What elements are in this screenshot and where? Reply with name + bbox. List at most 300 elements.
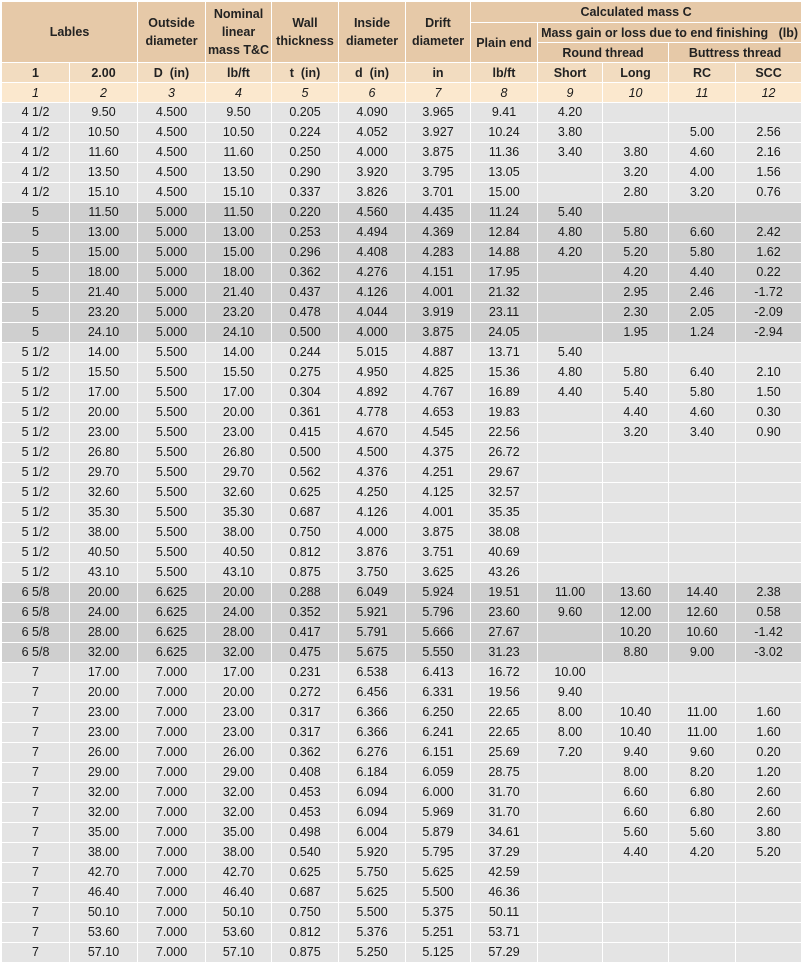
table-cell	[538, 643, 603, 663]
table-cell: 35.35	[471, 503, 538, 523]
table-cell	[538, 843, 603, 863]
table-cell: 5.500	[138, 383, 206, 403]
table-row	[2, 663, 802, 683]
table-cell: 6.366	[339, 723, 406, 743]
table-cell: 7.000	[138, 943, 206, 963]
table-cell: 11.50	[206, 203, 272, 223]
table-cell: 5	[2, 303, 70, 323]
table-cell: 5.000	[138, 243, 206, 263]
table-cell: 40.50	[206, 543, 272, 563]
table-row	[2, 903, 802, 923]
table-cell: 5.625	[406, 863, 471, 883]
table-cell: 5.666	[406, 623, 471, 643]
table-cell: 1.50	[736, 383, 802, 403]
table-cell	[603, 103, 669, 123]
table-cell	[669, 923, 736, 943]
table-cell: 2.60	[736, 803, 802, 823]
table-cell: 4.435	[406, 203, 471, 223]
table-cell: 1.24	[669, 323, 736, 343]
table-cell: 3.927	[406, 123, 471, 143]
table-cell: 3.20	[603, 163, 669, 183]
table-cell: 0.317	[272, 723, 339, 743]
table-cell: 4.825	[406, 363, 471, 383]
table-row	[2, 263, 802, 283]
calculated-mass-header: Calculated mass C	[471, 2, 802, 23]
column-number-cell: 6	[339, 83, 406, 103]
table-cell: 0.408	[272, 763, 339, 783]
table-cell: 0.296	[272, 243, 339, 263]
table-row	[2, 283, 802, 303]
table-cell: 19.56	[471, 683, 538, 703]
table-cell: 7.000	[138, 743, 206, 763]
table-cell: 4.044	[339, 303, 406, 323]
table-cell: 4.369	[406, 223, 471, 243]
table-cell	[736, 103, 802, 123]
table-cell	[736, 943, 802, 963]
column-number-cell: 7	[406, 83, 471, 103]
table-cell: 5.500	[138, 463, 206, 483]
table-cell: 2.05	[669, 303, 736, 323]
table-cell: 5.500	[138, 503, 206, 523]
table-row	[2, 383, 802, 403]
table-cell	[538, 423, 603, 443]
table-cell	[669, 483, 736, 503]
table-cell: 5.375	[406, 903, 471, 923]
table-cell: 5.500	[138, 343, 206, 363]
table-cell: 32.00	[70, 643, 138, 663]
table-cell	[669, 863, 736, 883]
table-cell: 6.413	[406, 663, 471, 683]
table-cell: 5 1/2	[2, 503, 70, 523]
table-cell: 22.65	[471, 723, 538, 743]
table-cell: 5.125	[406, 943, 471, 963]
table-cell: 14.40	[669, 583, 736, 603]
table-cell: 4.500	[138, 143, 206, 163]
table-cell: 31.23	[471, 643, 538, 663]
table-cell: 3.965	[406, 103, 471, 123]
table-cell: 50.10	[206, 903, 272, 923]
table-row	[2, 143, 802, 163]
table-cell: 5 1/2	[2, 383, 70, 403]
table-cell: 5.796	[406, 603, 471, 623]
table-row	[2, 343, 802, 363]
table-cell: 57.10	[70, 943, 138, 963]
table-cell: 0.750	[272, 903, 339, 923]
table-cell: 7	[2, 763, 70, 783]
table-cell: 1.20	[736, 763, 802, 783]
table-cell	[538, 443, 603, 463]
table-cell: 24.00	[206, 603, 272, 623]
table-cell: 14.00	[206, 343, 272, 363]
table-cell: 20.00	[206, 403, 272, 423]
table-cell: 0.417	[272, 623, 339, 643]
table-cell: 4.052	[339, 123, 406, 143]
table-cell: 4.545	[406, 423, 471, 443]
table-row	[2, 423, 802, 443]
table-cell: 5.500	[138, 543, 206, 563]
table-cell: 6.004	[339, 823, 406, 843]
table-cell: 3.795	[406, 163, 471, 183]
table-cell: 35.30	[206, 503, 272, 523]
table-cell: 46.40	[206, 883, 272, 903]
buttress-thread-header: Buttress thread	[669, 43, 802, 63]
table-cell: 23.00	[206, 703, 272, 723]
table-cell: 6.60	[603, 783, 669, 803]
table-cell: 4.408	[339, 243, 406, 263]
table-cell: 4.001	[406, 503, 471, 523]
table-cell: 46.36	[471, 883, 538, 903]
table-cell: 2.80	[603, 183, 669, 203]
table-cell: 10.50	[206, 123, 272, 143]
table-cell: 11.60	[70, 143, 138, 163]
table-row	[2, 363, 802, 383]
table-cell: 0.352	[272, 603, 339, 623]
table-cell: 53.60	[70, 923, 138, 943]
round-thread-header: Round thread	[538, 43, 669, 63]
table-row	[2, 583, 802, 603]
table-cell: 4.80	[538, 363, 603, 383]
table-cell: 0.540	[272, 843, 339, 863]
table-cell	[538, 283, 603, 303]
table-cell: 5 1/2	[2, 343, 70, 363]
table-cell: 31.70	[471, 783, 538, 803]
table-cell	[669, 883, 736, 903]
table-cell	[538, 543, 603, 563]
table-cell	[669, 443, 736, 463]
table-cell: 4.000	[339, 143, 406, 163]
table-cell: 3.875	[406, 143, 471, 163]
table-cell: 6.151	[406, 743, 471, 763]
table-cell: 0.475	[272, 643, 339, 663]
table-cell: 15.50	[206, 363, 272, 383]
table-row	[2, 103, 802, 123]
table-cell: 8.00	[538, 703, 603, 723]
table-cell: 5.250	[339, 943, 406, 963]
table-cell: 32.60	[206, 483, 272, 503]
table-cell	[669, 683, 736, 703]
table-cell: 7.000	[138, 663, 206, 683]
table-cell: 5.015	[339, 343, 406, 363]
table-cell: 7	[2, 723, 70, 743]
table-cell: 21.32	[471, 283, 538, 303]
table-cell	[736, 523, 802, 543]
table-cell: 5 1/2	[2, 363, 70, 383]
table-cell: 4.500	[138, 103, 206, 123]
table-cell: 29.00	[70, 763, 138, 783]
column-number-cell: 2	[70, 83, 138, 103]
table-cell: 5.500	[138, 483, 206, 503]
table-cell: 10.60	[669, 623, 736, 643]
table-cell: 0.437	[272, 283, 339, 303]
table-cell: 21.40	[70, 283, 138, 303]
table-cell: 23.20	[70, 303, 138, 323]
table-cell: 5.791	[339, 623, 406, 643]
table-cell: 14.88	[471, 243, 538, 263]
table-cell: 2.42	[736, 223, 802, 243]
table-cell: 5.921	[339, 603, 406, 623]
table-cell: 5.40	[603, 383, 669, 403]
table-cell: 5.500	[138, 563, 206, 583]
table-cell: 13.05	[471, 163, 538, 183]
table-cell: 0.30	[736, 403, 802, 423]
table-cell: 7.000	[138, 803, 206, 823]
table-cell: 5	[2, 243, 70, 263]
table-cell: 24.10	[206, 323, 272, 343]
table-cell	[538, 763, 603, 783]
table-cell: 0.290	[272, 163, 339, 183]
table-cell: 0.812	[272, 923, 339, 943]
table-cell: 42.59	[471, 863, 538, 883]
table-cell: 29.00	[206, 763, 272, 783]
table-cell	[736, 483, 802, 503]
table-cell	[603, 923, 669, 943]
table-cell	[538, 523, 603, 543]
table-cell: 32.00	[206, 803, 272, 823]
table-cell: 6.366	[339, 703, 406, 723]
table-cell: 0.625	[272, 483, 339, 503]
table-cell: 6.094	[339, 783, 406, 803]
table-cell	[736, 923, 802, 943]
table-cell: 5.80	[669, 243, 736, 263]
table-cell: 4.892	[339, 383, 406, 403]
column-number-cell: 4	[206, 83, 272, 103]
table-cell: 1.62	[736, 243, 802, 263]
wall-thickness-header: Wall thickness	[272, 2, 339, 63]
table-cell: 0.362	[272, 743, 339, 763]
table-cell: 0.498	[272, 823, 339, 843]
table-cell	[669, 563, 736, 583]
units-cell: lb/ft	[206, 63, 272, 83]
table-cell: 5.20	[603, 243, 669, 263]
table-cell: 6.60	[603, 803, 669, 823]
table-row	[2, 323, 802, 343]
table-cell: 3.80	[736, 823, 802, 843]
table-cell	[669, 523, 736, 543]
table-cell: 23.11	[471, 303, 538, 323]
table-cell: 38.00	[70, 843, 138, 863]
table-cell: 12.84	[471, 223, 538, 243]
table-cell: 18.00	[70, 263, 138, 283]
table-cell: 11.50	[70, 203, 138, 223]
table-cell: 15.36	[471, 363, 538, 383]
table-row	[2, 863, 802, 883]
table-cell: 1.60	[736, 703, 802, 723]
table-cell: 4.40	[538, 383, 603, 403]
table-cell: 5 1/2	[2, 563, 70, 583]
table-cell: 16.89	[471, 383, 538, 403]
table-cell: 4 1/2	[2, 103, 70, 123]
table-cell: 7	[2, 803, 70, 823]
table-cell: 4.126	[339, 503, 406, 523]
table-cell: 4 1/2	[2, 163, 70, 183]
table-cell: -2.94	[736, 323, 802, 343]
table-cell: 0.687	[272, 503, 339, 523]
table-cell: 0.304	[272, 383, 339, 403]
table-cell: 6.80	[669, 783, 736, 803]
table-cell: 4.250	[339, 483, 406, 503]
table-cell: 0.288	[272, 583, 339, 603]
table-cell: 5 1/2	[2, 423, 70, 443]
table-cell: 4.001	[406, 283, 471, 303]
table-cell: 7	[2, 863, 70, 883]
table-cell: 23.00	[70, 723, 138, 743]
table-cell: 5.000	[138, 283, 206, 303]
table-cell: 32.00	[70, 803, 138, 823]
table-row	[2, 883, 802, 903]
table-cell: 9.41	[471, 103, 538, 123]
table-cell: 0.500	[272, 323, 339, 343]
table-cell: 4.20	[538, 243, 603, 263]
table-cell	[538, 303, 603, 323]
table-cell: 17.00	[70, 663, 138, 683]
table-cell: 0.224	[272, 123, 339, 143]
table-cell	[603, 863, 669, 883]
table-cell: 5.80	[669, 383, 736, 403]
table-cell: 28.00	[70, 623, 138, 643]
table-cell: 43.10	[206, 563, 272, 583]
table-cell: 43.10	[70, 563, 138, 583]
table-cell: 4.60	[669, 403, 736, 423]
table-cell: 17.95	[471, 263, 538, 283]
table-cell	[538, 883, 603, 903]
table-cell: 7.000	[138, 843, 206, 863]
table-cell: 6.625	[138, 643, 206, 663]
table-cell: -1.42	[736, 623, 802, 643]
table-row	[2, 643, 802, 663]
table-cell: 0.500	[272, 443, 339, 463]
table-cell: 8.80	[603, 643, 669, 663]
table-cell: 19.83	[471, 403, 538, 423]
table-cell: 5.924	[406, 583, 471, 603]
table-cell: 7	[2, 783, 70, 803]
table-cell	[736, 503, 802, 523]
table-cell: 5.60	[603, 823, 669, 843]
table-cell: 0.22	[736, 263, 802, 283]
table-cell: 7.000	[138, 883, 206, 903]
table-cell: 0.58	[736, 603, 802, 623]
table-cell: 0.361	[272, 403, 339, 423]
table-cell: 23.60	[471, 603, 538, 623]
table-cell	[538, 403, 603, 423]
table-cell: 4.151	[406, 263, 471, 283]
table-cell: 3.701	[406, 183, 471, 203]
table-cell: 6.60	[669, 223, 736, 243]
table-cell: 8.00	[538, 723, 603, 743]
table-cell: 46.40	[70, 883, 138, 903]
column-number-cell: 9	[538, 83, 603, 103]
table-cell	[736, 463, 802, 483]
table-cell: 17.00	[70, 383, 138, 403]
table-cell: 4 1/2	[2, 143, 70, 163]
table-cell: 1.95	[603, 323, 669, 343]
table-cell: 14.00	[70, 343, 138, 363]
table-cell: 6.538	[339, 663, 406, 683]
table-cell	[538, 483, 603, 503]
table-cell: 5 1/2	[2, 443, 70, 463]
rc-header: RC	[669, 63, 736, 83]
table-cell: 4 1/2	[2, 123, 70, 143]
table-cell: 23.00	[206, 423, 272, 443]
table-cell: 0.231	[272, 663, 339, 683]
table-cell: 0.625	[272, 863, 339, 883]
table-row	[2, 223, 802, 243]
table-cell: 57.29	[471, 943, 538, 963]
table-cell: 6.456	[339, 683, 406, 703]
table-cell: 6 5/8	[2, 603, 70, 623]
table-cell: 3.876	[339, 543, 406, 563]
table-cell: 5.40	[538, 343, 603, 363]
table-cell: 18.00	[206, 263, 272, 283]
table-cell: 0.562	[272, 463, 339, 483]
table-cell	[538, 903, 603, 923]
table-cell	[603, 883, 669, 903]
table-cell: 13.00	[70, 223, 138, 243]
table-cell: 0.478	[272, 303, 339, 323]
table-cell: 32.00	[70, 783, 138, 803]
table-cell: 7.000	[138, 723, 206, 743]
table-cell: 6.059	[406, 763, 471, 783]
long-header: Long	[603, 63, 669, 83]
table-cell: 5.80	[603, 223, 669, 243]
table-cell: 5.920	[339, 843, 406, 863]
units-cell: lb/ft	[471, 63, 538, 83]
table-cell: 10.50	[70, 123, 138, 143]
table-cell: 26.00	[206, 743, 272, 763]
table-cell: 4.40	[603, 403, 669, 423]
table-cell: 4.60	[669, 143, 736, 163]
table-cell: 21.40	[206, 283, 272, 303]
table-cell: 53.60	[206, 923, 272, 943]
table-row	[2, 763, 802, 783]
table-cell: 10.40	[603, 723, 669, 743]
table-cell: 2.60	[736, 783, 802, 803]
table-cell: 24.00	[70, 603, 138, 623]
table-cell: 3.875	[406, 323, 471, 343]
table-cell: 3.920	[339, 163, 406, 183]
table-row	[2, 243, 802, 263]
table-cell: 2.38	[736, 583, 802, 603]
table-row	[2, 203, 802, 223]
table-cell: 5.750	[339, 863, 406, 883]
table-cell	[669, 543, 736, 563]
table-cell: 27.67	[471, 623, 538, 643]
inside-diameter-header: Inside diameter	[339, 2, 406, 63]
table-cell: 5	[2, 263, 70, 283]
column-number-cell: 12	[736, 83, 802, 103]
table-cell: 8.00	[603, 763, 669, 783]
table-cell: 4.670	[339, 423, 406, 443]
table-row	[2, 563, 802, 583]
table-cell: 35.30	[70, 503, 138, 523]
table-cell: 0.875	[272, 943, 339, 963]
table-cell: 10.24	[471, 123, 538, 143]
table-cell: 17.00	[206, 663, 272, 683]
table-row	[2, 683, 802, 703]
table-cell: 3.80	[603, 143, 669, 163]
table-cell: 3.40	[669, 423, 736, 443]
table-cell: 3.80	[538, 123, 603, 143]
table-cell: 23.00	[70, 423, 138, 443]
table-cell: 13.50	[70, 163, 138, 183]
table-cell: 0.20	[736, 743, 802, 763]
table-cell: 0.337	[272, 183, 339, 203]
table-cell: 13.71	[471, 343, 538, 363]
table-cell: 29.67	[471, 463, 538, 483]
table-cell: 4.500	[138, 183, 206, 203]
table-cell: 9.00	[669, 643, 736, 663]
table-cell: 7.000	[138, 903, 206, 923]
table-cell: 0.253	[272, 223, 339, 243]
